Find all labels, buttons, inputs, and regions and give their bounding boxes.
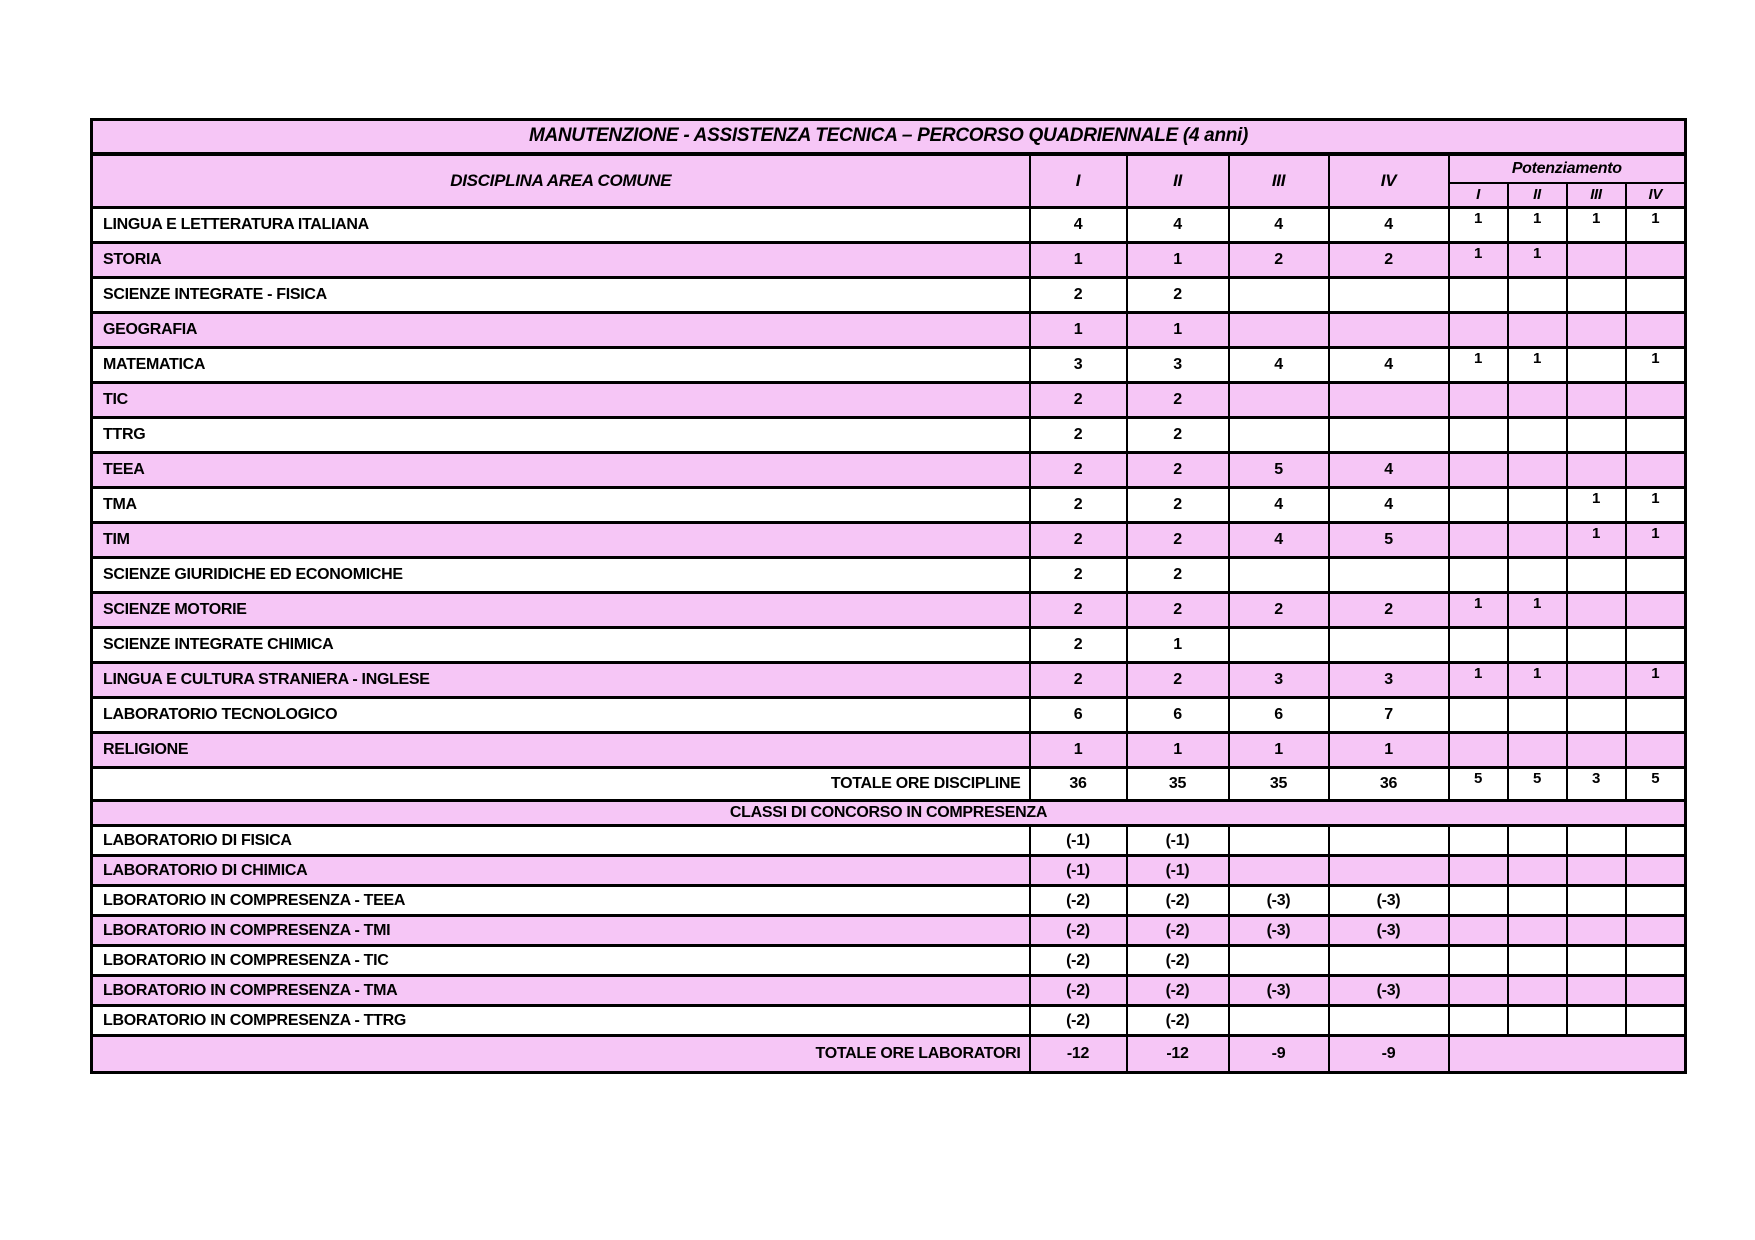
hours-cell: 2 — [1127, 278, 1229, 313]
hours-cell — [1329, 1006, 1449, 1036]
discipline-label: TIC — [92, 383, 1030, 418]
potenziamento-cell: 1 — [1449, 663, 1508, 698]
hours-cell: 4 — [1329, 348, 1449, 383]
hours-cell: 1 — [1127, 243, 1229, 278]
potenziamento-cell — [1508, 946, 1567, 976]
potenziamento-cell — [1567, 278, 1626, 313]
lab-row — [92, 946, 1686, 976]
potenziamento-cell — [1449, 453, 1508, 488]
hours-cell — [1229, 418, 1329, 453]
hours-cell — [1329, 826, 1449, 856]
potenziamento-cell — [1567, 733, 1626, 768]
hours-cell: (-2) — [1127, 1006, 1229, 1036]
hours-cell: 2 — [1030, 593, 1127, 628]
potenziamento-cell — [1449, 698, 1508, 733]
hours-cell: (-2) — [1127, 916, 1229, 946]
curriculum-table — [90, 118, 1687, 1074]
discipline-label: LABORATORIO DI FISICA — [92, 826, 1030, 856]
table-row — [92, 733, 1686, 768]
lab-row — [92, 916, 1686, 946]
hours-cell: (-3) — [1329, 916, 1449, 946]
hours-cell: 1 — [1127, 733, 1229, 768]
potenziamento-cell — [1626, 628, 1686, 663]
discipline-label: TEEA — [92, 453, 1030, 488]
potenziamento-cell: 1 — [1567, 488, 1626, 523]
hours-cell — [1229, 558, 1329, 593]
potenziamento-cell — [1626, 1006, 1686, 1036]
potenziamento-cell — [1567, 976, 1626, 1006]
potenziamento-cell: 3 — [1567, 768, 1626, 801]
potenziamento-cell — [1508, 976, 1567, 1006]
discipline-label: LBORATORIO IN COMPRESENZA - TMA — [92, 976, 1030, 1006]
potenziamento-cell — [1567, 916, 1626, 946]
potenziamento-cell: 5 — [1508, 768, 1567, 801]
hours-cell — [1229, 628, 1329, 663]
potenziamento-cell — [1508, 558, 1567, 593]
table-row — [92, 628, 1686, 663]
potenziamento-cell — [1567, 628, 1626, 663]
potenziamento-cell — [1626, 243, 1686, 278]
hours-cell: (-3) — [1229, 916, 1329, 946]
potenziamento-cell: 1 — [1508, 593, 1567, 628]
hours-cell: 2 — [1229, 593, 1329, 628]
hours-cell: -9 — [1329, 1036, 1449, 1073]
hours-cell: (-3) — [1229, 886, 1329, 916]
table-row — [92, 383, 1686, 418]
hours-cell — [1329, 628, 1449, 663]
lab-totals-row — [92, 1036, 1686, 1073]
potenziamento-cell — [1567, 698, 1626, 733]
hours-cell: -9 — [1229, 1036, 1329, 1073]
hours-cell — [1229, 383, 1329, 418]
potenziamento-cell — [1626, 946, 1686, 976]
hours-cell: 2 — [1030, 558, 1127, 593]
hours-cell: 4 — [1030, 208, 1127, 243]
potenziamento-cell — [1508, 856, 1567, 886]
table-row — [92, 523, 1686, 558]
hours-cell: (-2) — [1030, 1006, 1127, 1036]
table-row — [92, 243, 1686, 278]
hours-cell: 1 — [1127, 628, 1229, 663]
pot-year-header-2: II — [1508, 183, 1567, 208]
discipline-label: SCIENZE INTEGRATE CHIMICA — [92, 628, 1030, 663]
potenziamento-cell — [1626, 313, 1686, 348]
table-row — [92, 593, 1686, 628]
hours-cell: 4 — [1229, 488, 1329, 523]
year-header-4: IV — [1329, 154, 1449, 208]
potenziamento-cell: 1 — [1626, 488, 1686, 523]
pot-year-header-3: III — [1567, 183, 1626, 208]
hours-cell — [1329, 313, 1449, 348]
potenziamento-cell — [1567, 593, 1626, 628]
hours-cell: 4 — [1229, 523, 1329, 558]
potenziamento-cell — [1449, 826, 1508, 856]
potenziamento-cell — [1626, 826, 1686, 856]
potenziamento-cell — [1626, 916, 1686, 946]
table-row — [92, 208, 1686, 243]
potenziamento-cell — [1449, 488, 1508, 523]
hours-cell: 1 — [1030, 733, 1127, 768]
table-row — [92, 278, 1686, 313]
table-row — [92, 698, 1686, 733]
potenziamento-cell — [1449, 946, 1508, 976]
discipline-label: TIM — [92, 523, 1030, 558]
potenziamento-cell — [1567, 558, 1626, 593]
potenziamento-cell — [1626, 856, 1686, 886]
hours-cell: 3 — [1229, 663, 1329, 698]
table-title: MANUTENZIONE - ASSISTENZA TECNICA – PERCORSO QUADRIENNALE (4 anni) — [92, 120, 1686, 154]
potenziamento-cell — [1508, 1006, 1567, 1036]
year-header-1: I — [1030, 154, 1127, 208]
potenziamento-cell: 1 — [1626, 663, 1686, 698]
table-row — [92, 348, 1686, 383]
hours-cell: (-2) — [1127, 946, 1229, 976]
discipline-label: LBORATORIO IN COMPRESENZA - TIC — [92, 946, 1030, 976]
lab-row — [92, 976, 1686, 1006]
discipline-label: SCIENZE GIURIDICHE ED ECONOMICHE — [92, 558, 1030, 593]
potenziamento-cell: 1 — [1449, 593, 1508, 628]
hours-cell: -12 — [1030, 1036, 1127, 1073]
potenziamento-cell — [1449, 916, 1508, 946]
table-row — [92, 558, 1686, 593]
discipline-label: TTRG — [92, 418, 1030, 453]
potenziamento-cell — [1449, 628, 1508, 663]
potenziamento-cell — [1567, 418, 1626, 453]
discipline-label: LABORATORIO TECNOLOGICO — [92, 698, 1030, 733]
lab-row — [92, 856, 1686, 886]
potenziamento-cell: 1 — [1508, 243, 1567, 278]
hours-cell: 6 — [1229, 698, 1329, 733]
hours-cell — [1329, 418, 1449, 453]
lab-row — [92, 1006, 1686, 1036]
potenziamento-cell — [1626, 383, 1686, 418]
potenziamento-cell: 1 — [1508, 663, 1567, 698]
hours-cell: (-1) — [1127, 856, 1229, 886]
hours-cell: -12 — [1127, 1036, 1229, 1073]
hours-cell: (-1) — [1030, 826, 1127, 856]
discipline-column-header: DISCIPLINA AREA COMUNE — [92, 154, 1030, 208]
potenziamento-cell — [1567, 856, 1626, 886]
potenziamento-cell — [1508, 886, 1567, 916]
potenziamento-cell: 5 — [1449, 768, 1508, 801]
discipline-label: TMA — [92, 488, 1030, 523]
hours-cell: 5 — [1329, 523, 1449, 558]
hours-cell — [1329, 383, 1449, 418]
potenziamento-cell — [1449, 523, 1508, 558]
potenziamento-cell — [1449, 313, 1508, 348]
potenziamento-cell — [1567, 663, 1626, 698]
potenziamento-cell — [1449, 886, 1508, 916]
potenziamento-cell: 1 — [1567, 208, 1626, 243]
hours-cell: (-2) — [1030, 886, 1127, 916]
table-row — [92, 488, 1686, 523]
hours-cell: 2 — [1030, 453, 1127, 488]
hours-cell: 4 — [1229, 208, 1329, 243]
potenziamento-cell — [1449, 383, 1508, 418]
potenziamento-cell: 1 — [1626, 208, 1686, 243]
hours-cell: 2 — [1127, 383, 1229, 418]
potenziamento-cell — [1508, 453, 1567, 488]
hours-cell: 2 — [1127, 663, 1229, 698]
hours-cell: 4 — [1329, 208, 1449, 243]
hours-cell: (-1) — [1030, 856, 1127, 886]
potenziamento-cell — [1508, 383, 1567, 418]
potenziamento-cell: 1 — [1567, 523, 1626, 558]
hours-cell: 2 — [1030, 628, 1127, 663]
header-row — [92, 154, 1686, 183]
discipline-label: LINGUA E CULTURA STRANIERA - INGLESE — [92, 663, 1030, 698]
hours-cell: 35 — [1229, 768, 1329, 801]
hours-cell: (-2) — [1030, 946, 1127, 976]
hours-cell: 2 — [1030, 278, 1127, 313]
discipline-label: SCIENZE INTEGRATE - FISICA — [92, 278, 1030, 313]
potenziamento-cell — [1626, 733, 1686, 768]
hours-cell — [1229, 826, 1329, 856]
hours-cell: (-2) — [1127, 886, 1229, 916]
potenziamento-merged-cell — [1449, 1036, 1686, 1073]
potenziamento-cell — [1626, 698, 1686, 733]
discipline-label: STORIA — [92, 243, 1030, 278]
potenziamento-cell — [1626, 593, 1686, 628]
hours-cell: (-3) — [1329, 886, 1449, 916]
potenziamento-cell: 1 — [1626, 523, 1686, 558]
potenziamento-cell — [1567, 886, 1626, 916]
hours-cell: 2 — [1127, 523, 1229, 558]
discipline-label: SCIENZE MOTORIE — [92, 593, 1030, 628]
hours-cell: 3 — [1127, 348, 1229, 383]
hours-cell: 1 — [1229, 733, 1329, 768]
potenziamento-cell — [1508, 488, 1567, 523]
potenziamento-cell — [1508, 523, 1567, 558]
hours-cell: 4 — [1329, 453, 1449, 488]
hours-cell — [1329, 856, 1449, 886]
lab-row — [92, 886, 1686, 916]
discipline-label: MATEMATICA — [92, 348, 1030, 383]
table-body — [92, 208, 1686, 1073]
hours-cell: 2 — [1127, 488, 1229, 523]
hours-cell: 2 — [1329, 243, 1449, 278]
hours-cell: 1 — [1329, 733, 1449, 768]
hours-cell: 1 — [1030, 313, 1127, 348]
hours-cell: 7 — [1329, 698, 1449, 733]
hours-cell: 2 — [1127, 593, 1229, 628]
pot-year-header-4: IV — [1626, 183, 1686, 208]
potenziamento-cell — [1508, 313, 1567, 348]
potenziamento-cell: 5 — [1626, 768, 1686, 801]
discipline-label: TOTALE ORE LABORATORI — [92, 1036, 1030, 1073]
discipline-label: LBORATORIO IN COMPRESENZA - TEEA — [92, 886, 1030, 916]
potenziamento-cell — [1508, 278, 1567, 313]
hours-cell: 35 — [1127, 768, 1229, 801]
hours-cell: 36 — [1329, 768, 1449, 801]
potenziamento-cell — [1449, 278, 1508, 313]
hours-cell: (-3) — [1229, 976, 1329, 1006]
table-row — [92, 313, 1686, 348]
title-row — [92, 120, 1686, 154]
section-header-row — [92, 801, 1686, 826]
potenziamento-cell — [1508, 698, 1567, 733]
hours-cell: 1 — [1030, 243, 1127, 278]
potenziamento-cell — [1567, 348, 1626, 383]
hours-cell: 2 — [1127, 558, 1229, 593]
discipline-label: LBORATORIO IN COMPRESENZA - TTRG — [92, 1006, 1030, 1036]
year-header-3: III — [1229, 154, 1329, 208]
hours-cell: 2 — [1229, 243, 1329, 278]
potenziamento-header: Potenziamento — [1449, 154, 1686, 183]
lab-row — [92, 826, 1686, 856]
hours-cell — [1329, 946, 1449, 976]
potenziamento-cell — [1567, 1006, 1626, 1036]
section-header: CLASSI DI CONCORSO IN COMPRESENZA — [92, 801, 1686, 826]
potenziamento-cell — [1626, 886, 1686, 916]
hours-cell: 2 — [1030, 383, 1127, 418]
potenziamento-cell — [1508, 628, 1567, 663]
potenziamento-cell — [1449, 733, 1508, 768]
hours-cell: 4 — [1127, 208, 1229, 243]
table-row — [92, 453, 1686, 488]
hours-cell: 4 — [1229, 348, 1329, 383]
discipline-label: LABORATORIO DI CHIMICA — [92, 856, 1030, 886]
potenziamento-cell — [1508, 916, 1567, 946]
potenziamento-cell — [1449, 418, 1508, 453]
discipline-label: LBORATORIO IN COMPRESENZA - TMI — [92, 916, 1030, 946]
pot-year-header-1: I — [1449, 183, 1508, 208]
hours-cell: 2 — [1127, 418, 1229, 453]
hours-cell: (-1) — [1127, 826, 1229, 856]
hours-cell: 2 — [1030, 418, 1127, 453]
hours-cell: (-3) — [1329, 976, 1449, 1006]
potenziamento-cell — [1626, 278, 1686, 313]
hours-cell: 2 — [1127, 453, 1229, 488]
hours-cell: 36 — [1030, 768, 1127, 801]
potenziamento-cell — [1449, 976, 1508, 1006]
table-row — [92, 663, 1686, 698]
potenziamento-cell — [1508, 733, 1567, 768]
potenziamento-cell — [1508, 418, 1567, 453]
potenziamento-cell: 1 — [1626, 348, 1686, 383]
table-row — [92, 418, 1686, 453]
discipline-label: TOTALE ORE DISCIPLINE — [92, 768, 1030, 801]
potenziamento-cell — [1567, 826, 1626, 856]
hours-cell: 6 — [1030, 698, 1127, 733]
year-header-2: II — [1127, 154, 1229, 208]
hours-cell: (-2) — [1030, 976, 1127, 1006]
potenziamento-cell — [1626, 558, 1686, 593]
potenziamento-cell: 1 — [1508, 208, 1567, 243]
potenziamento-cell — [1449, 856, 1508, 886]
potenziamento-cell: 1 — [1449, 243, 1508, 278]
potenziamento-cell — [1626, 976, 1686, 1006]
hours-cell: 2 — [1329, 593, 1449, 628]
hours-cell — [1229, 278, 1329, 313]
discipline-label: GEOGRAFIA — [92, 313, 1030, 348]
hours-cell: 4 — [1329, 488, 1449, 523]
hours-cell: (-2) — [1030, 916, 1127, 946]
hours-cell: 5 — [1229, 453, 1329, 488]
potenziamento-cell — [1626, 418, 1686, 453]
hours-cell: 6 — [1127, 698, 1229, 733]
potenziamento-cell — [1449, 558, 1508, 593]
discipline-label: LINGUA E LETTERATURA ITALIANA — [92, 208, 1030, 243]
hours-cell — [1329, 558, 1449, 593]
potenziamento-cell — [1567, 946, 1626, 976]
potenziamento-cell — [1567, 313, 1626, 348]
potenziamento-cell — [1449, 1006, 1508, 1036]
hours-cell — [1229, 856, 1329, 886]
potenziamento-cell: 1 — [1449, 348, 1508, 383]
hours-cell — [1329, 278, 1449, 313]
hours-cell — [1229, 313, 1329, 348]
potenziamento-cell: 1 — [1508, 348, 1567, 383]
hours-cell: 2 — [1030, 663, 1127, 698]
potenziamento-cell: 1 — [1449, 208, 1508, 243]
potenziamento-cell — [1626, 453, 1686, 488]
hours-cell: 3 — [1030, 348, 1127, 383]
hours-cell: 3 — [1329, 663, 1449, 698]
potenziamento-cell — [1508, 826, 1567, 856]
hours-cell: 2 — [1030, 523, 1127, 558]
totals-row — [92, 768, 1686, 801]
hours-cell: 2 — [1030, 488, 1127, 523]
hours-cell — [1229, 1006, 1329, 1036]
potenziamento-cell — [1567, 383, 1626, 418]
potenziamento-cell — [1567, 243, 1626, 278]
hours-cell — [1229, 946, 1329, 976]
discipline-label: RELIGIONE — [92, 733, 1030, 768]
potenziamento-cell — [1567, 453, 1626, 488]
hours-cell: 1 — [1127, 313, 1229, 348]
hours-cell: (-2) — [1127, 976, 1229, 1006]
